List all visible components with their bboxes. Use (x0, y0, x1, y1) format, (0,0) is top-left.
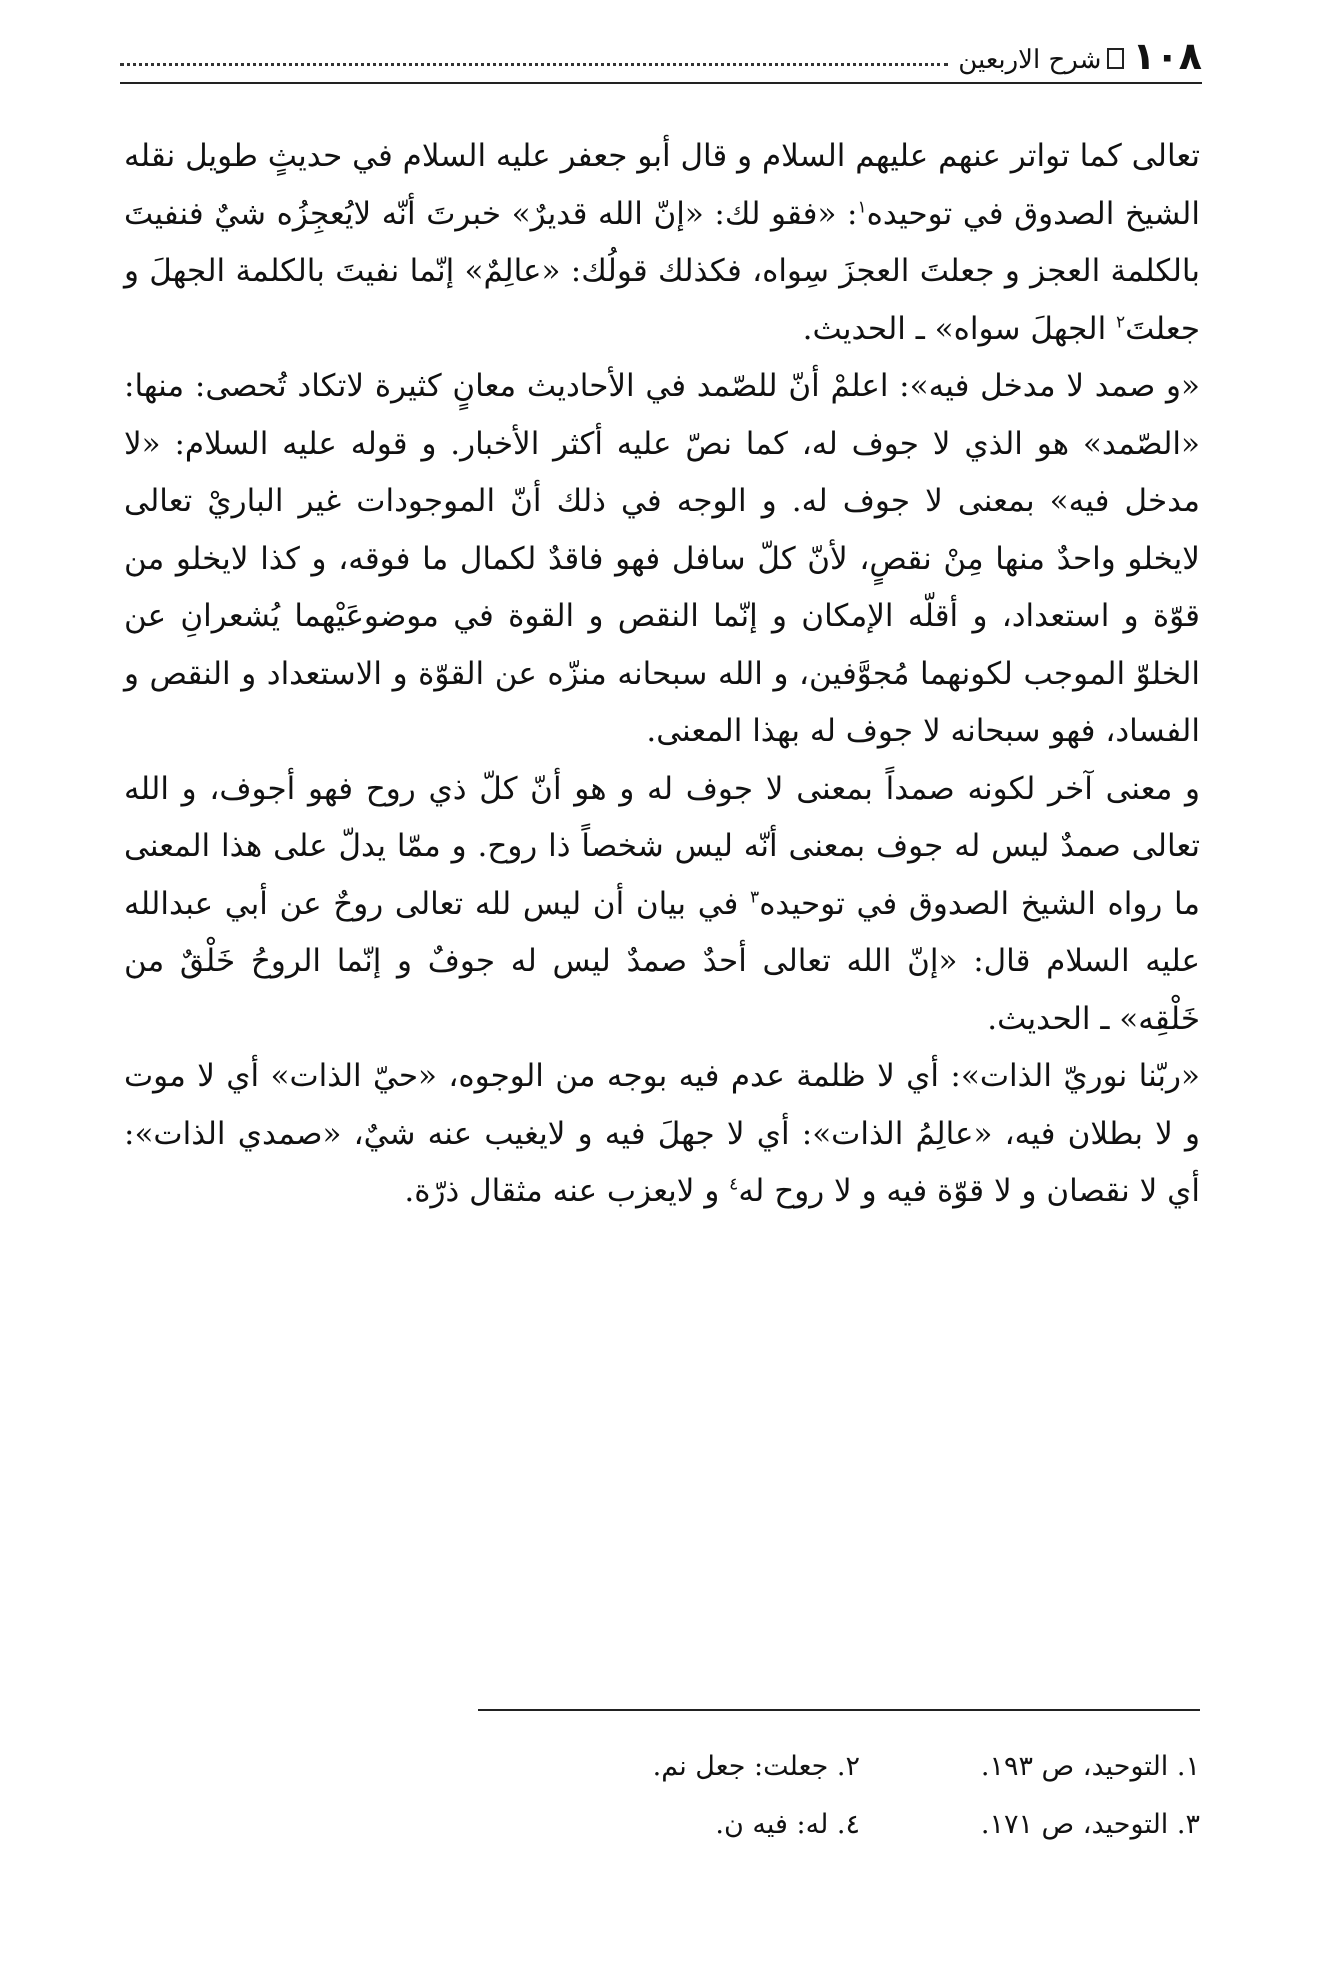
paragraph-4-text-b: و لايعزب عنه مثقال ذرّة. (404, 1173, 730, 1209)
paragraph-1 (124, 128, 1200, 358)
dotted-leader (120, 63, 948, 66)
page-header (120, 22, 1202, 84)
footnote-4: ٤. له: فيه ن. (715, 1809, 860, 1840)
square-ornament-icon (1107, 48, 1124, 69)
paragraph-2: «و صمد لا مدخل فيه»: اعلمْ أنّ للصّمد في الأحاديث معانٍ كثيرة لاتكاد تُحصى: منها: «الصّمد» هو الذي لا جوف له، كما نصّ عليه أكثر الأخبار. و قوله عليه السلام: «لا مدخل فيه» بمعنى لا جوف له. و الوجه في ذلك أنّ الموجودات غير الباريْ تعالى لايخلو واحدٌ منها مِنْ نقصٍ، لأنّ كلّ سافل فهو فاقدٌ لكمال ما فوقه، و كذا لايخلو من قوّة و استعداد، و أقلّه الإمكان و إنّما النقص و القوة في موضوعَيْهما يُشعرانِ عن الخلوّ الموجب لكونهما مُجوَّفين، و الله سبحانه منزّه عن القوّة و الاستعداد و النقص و الفساد، فهو سبحانه لا جوف له بهذا المعنى. (124, 368, 1200, 749)
footnote-1: ١. التوحيد، ص ١٩٣. (980, 1751, 1200, 1782)
paragraph-3-text-a: و معنى آخر لكونه صمداً بمعنى لا جوف له و هو أنّ كلّ ذي روح فهو أجوف، و الله تعالى صمدٌ ليس له جوف بمعنى أنّه ليس شخصاً ذا روح. و ممّا يدلّ على هذا المعنى ما رواه الشيخ الصدوق في توحيده (124, 770, 1201, 922)
footnote-2: ٢. جعلت: جعل نم. (652, 1751, 860, 1782)
footnote-row (400, 1738, 1200, 1796)
page-number: ١٠٨ (1132, 34, 1202, 78)
paragraph-1-text-a: تعالى كما تواتر عنهم عليهم السلام و قال أبو جعفر عليه السلام في حديثٍ طويل نقله الشيخ الصدوق في توحيده (124, 138, 1200, 232)
footnote-ref-2: ٢ (1116, 312, 1126, 333)
paragraph-4-text-a: «ربّنا نوريّ الذات»: أي لا ظلمة عدم فيه بوجه من الوجوه، «حيّ الذات» أي لا موت و لا بطلان فيه، «عالِمُ الذات»: أي لا جهلَ فيه و لايغيب عنه شيٌ، «صمدي الذات»: أي لا نقصان و لا قوّة فيه و لا روح له (124, 1058, 1200, 1209)
footnote-ref-1: ١ (857, 197, 867, 218)
paragraph-3 (124, 761, 1200, 1049)
running-title: شرح الاربعين (958, 45, 1102, 75)
main-text (124, 128, 1200, 1221)
footnote-ref-3: ٣ (750, 887, 760, 908)
paragraph-3-text-b: في بيان أن ليس لله تعالى روحٌ عن أبي عبدالله عليه السلام قال: «إنّ الله تعالى أحدٌ صمدٌ ليس له جوفٌ و إنّما الروحُ خَلْقٌ من خَلْقِه» ـ الحديث. (124, 885, 1200, 1037)
footnote-ref-4: ٤ (729, 1174, 739, 1195)
footnotes (400, 1738, 1200, 1854)
paragraph-1-text-b: : «فقو لك: «إنّ الله قديرٌ» خبرتَ أنّه لايُعجِزُه شيٌ فنفيتَ بالكلمة العجز و جعلتَ العجزَ سِواه، فكذلك قولُك: «عالِمٌ» إنّما نفيتَ بالكلمة الجهلَ و جعلتَ (124, 195, 1201, 347)
footnote-3: ٣. التوحيد، ص ١٧١. (980, 1809, 1200, 1840)
footnote-divider (478, 1709, 1200, 1711)
paragraph-4 (124, 1048, 1200, 1221)
footnote-row (400, 1796, 1200, 1854)
paragraph-1-text-c: الجهلَ سواه» ـ الحديث. (802, 310, 1117, 347)
